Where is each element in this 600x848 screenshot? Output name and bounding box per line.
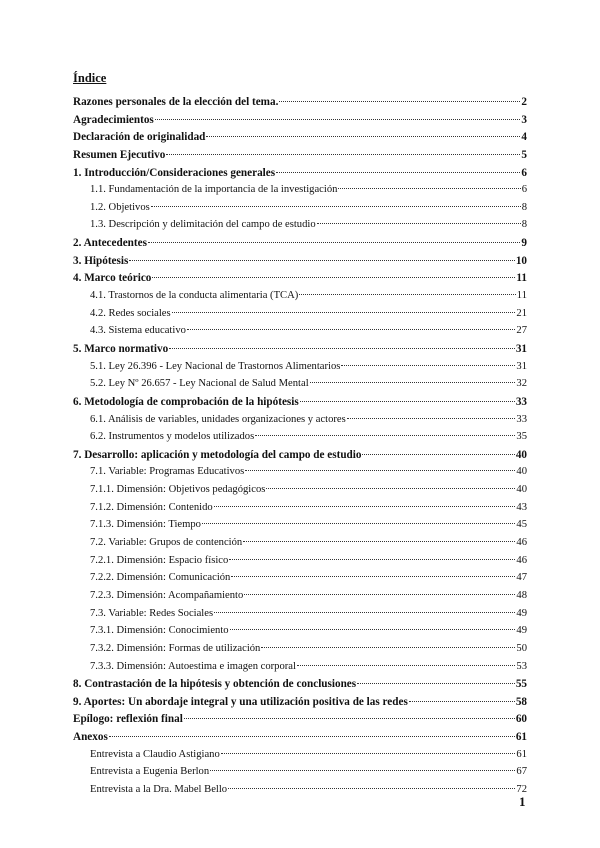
toc-entry-page: 40 (516, 484, 527, 496)
dot-leader (210, 770, 515, 771)
toc-entry-label: 5.2. Ley Nº 26.657 - Ley Nacional de Salud Mental (90, 378, 309, 390)
toc-entry-label: Epílogo: reflexión final (73, 713, 183, 726)
toc-entry[interactable] (73, 272, 527, 290)
toc-entry-page: 8 (521, 201, 527, 213)
dot-leader (255, 435, 515, 436)
dot-leader (151, 206, 521, 207)
dot-leader (279, 101, 520, 102)
table-of-contents (73, 96, 527, 802)
toc-entry-label: 7.1.1. Dimensión: Objetivos pedagógicos (90, 484, 266, 496)
dot-leader (341, 365, 515, 366)
toc-subentry[interactable] (73, 572, 527, 590)
dot-leader (214, 612, 515, 613)
toc-subentry[interactable] (73, 325, 527, 343)
toc-entry[interactable] (73, 131, 527, 149)
dot-leader (166, 154, 520, 155)
dot-leader (297, 665, 515, 666)
toc-entry-label: 6.1. Análisis de variables, unidades organizaciones y actores (90, 413, 346, 425)
toc-entry-page: 43 (516, 501, 527, 513)
toc-entry-label: 2. Antecedentes (73, 237, 147, 250)
toc-entry-page: 60 (515, 713, 527, 726)
toc-entry-label: 1. Introducción/Consideraciones generales (73, 166, 276, 179)
dot-leader (266, 488, 515, 489)
toc-subentry[interactable] (73, 661, 527, 679)
toc-entry-page: 46 (516, 554, 527, 566)
toc-entry-page: 2 (521, 96, 527, 108)
toc-subentry[interactable] (73, 466, 527, 484)
toc-subentry[interactable] (73, 537, 527, 555)
toc-entry[interactable] (73, 343, 527, 361)
dot-leader (152, 277, 515, 278)
dot-leader (148, 242, 520, 243)
toc-entry-label: 1.3. Descripción y delimitación del campo de estudio (90, 219, 316, 231)
toc-entry-page: 49 (516, 625, 527, 637)
toc-entry-label: 6.2. Instrumentos y modelos utilizados (90, 431, 255, 443)
toc-entry-label: 5.1. Ley 26.396 - Ley Nacional de Trastornos Alimentarios (90, 360, 341, 372)
toc-subentry[interactable] (73, 784, 527, 802)
toc-entry-label: 7.1. Variable: Programas Educativos (90, 466, 245, 478)
toc-entry-page: 32 (516, 378, 527, 390)
toc-subentry[interactable] (73, 219, 527, 237)
toc-entry-label: Agradecimientos (73, 113, 154, 126)
toc-entry[interactable] (73, 114, 527, 132)
toc-entry[interactable] (73, 449, 527, 467)
toc-entry[interactable] (73, 396, 527, 414)
toc-entry[interactable] (73, 696, 527, 714)
toc-entry-page: 67 (516, 766, 527, 778)
toc-entry-page: 61 (516, 748, 527, 760)
toc-entry-page: 50 (516, 642, 527, 654)
toc-subentry[interactable] (73, 414, 527, 432)
toc-entry-label: Razones personales de la elección del tema. (73, 96, 279, 108)
toc-entry-page: 33 (515, 395, 527, 408)
dot-leader (184, 718, 515, 719)
toc-entry-label: 4. Marco teórico (73, 272, 152, 285)
toc-entry-label: 4.1. Trastornos de la conducta alimentaria (TCA) (90, 290, 299, 302)
toc-subentry[interactable] (73, 608, 527, 626)
toc-entry-label: 3. Hipótesis (73, 254, 129, 267)
toc-subentry[interactable] (73, 502, 527, 520)
dot-leader (231, 576, 515, 577)
dot-leader (228, 788, 515, 789)
toc-entry-label: 9. Aportes: Un abordaje integral y una utilización positiva de las redes (73, 695, 408, 708)
toc-entry-page: 48 (516, 589, 527, 601)
toc-subentry[interactable] (73, 361, 527, 379)
toc-entry[interactable] (73, 713, 527, 731)
toc-entry-page: 47 (516, 572, 527, 584)
toc-subentry[interactable] (73, 431, 527, 449)
toc-entry-page: 72 (516, 783, 527, 795)
toc-entry-label: Entrevista a Claudio Astigiano (90, 748, 220, 760)
toc-entry-label: 4.2. Redes sociales (90, 307, 171, 319)
dot-leader (338, 188, 520, 189)
dot-leader (409, 701, 515, 702)
toc-entry-label: 7.3.1. Dimensión: Conocimiento (90, 625, 229, 637)
toc-entry-page: 40 (516, 466, 527, 478)
dot-leader (229, 559, 515, 560)
toc-entry-page: 3 (521, 113, 527, 126)
dot-leader (187, 329, 515, 330)
toc-entry-label: 4.3. Sistema educativo (90, 325, 186, 337)
toc-subentry[interactable] (73, 555, 527, 573)
toc-entry-label: 8. Contrastación de la hipótesis y obtención de conclusiones (73, 678, 357, 691)
toc-entry-page: 33 (516, 413, 527, 425)
toc-entry-page: 10 (515, 254, 527, 267)
dot-leader (109, 736, 515, 737)
dot-leader (172, 312, 516, 313)
toc-subentry[interactable] (73, 290, 527, 308)
dot-leader (244, 594, 515, 595)
toc-entry-page: 11 (516, 290, 527, 302)
toc-subentry[interactable] (73, 202, 527, 220)
toc-entry-label: 7.3. Variable: Redes Sociales (90, 607, 214, 619)
toc-entry-page: 11 (516, 272, 527, 285)
dot-leader (357, 683, 515, 684)
toc-entry-label: 7. Desarrollo: aplicación y metodología del campo de estudio (73, 448, 362, 461)
toc-entry-page: 4 (521, 131, 527, 144)
toc-subentry[interactable] (73, 625, 527, 643)
toc-entry[interactable] (73, 167, 527, 185)
toc-entry-label: Entrevista a la Dra. Mabel Bello (90, 783, 228, 795)
toc-entry-label: Resumen Ejecutivo (73, 148, 166, 161)
dot-leader (202, 523, 515, 524)
dot-leader (206, 136, 520, 137)
dot-leader (276, 172, 520, 173)
toc-entry-page: 5 (521, 148, 527, 161)
toc-subentry[interactable] (73, 308, 527, 326)
toc-entry-page: 21 (516, 307, 527, 319)
toc-entry-page: 6 (521, 184, 527, 196)
toc-entry-page: 9 (521, 237, 527, 250)
toc-entry-label: 7.2.3. Dimensión: Acompañamiento (90, 589, 244, 601)
toc-entry-page: 53 (516, 660, 527, 672)
toc-entry-label: 7.3.2. Dimensión: Formas de utilización (90, 642, 261, 654)
toc-subentry[interactable] (73, 766, 527, 784)
dot-leader (155, 119, 521, 120)
toc-entry-page: 49 (516, 607, 527, 619)
toc-entry-page: 55 (515, 678, 527, 691)
toc-entry-label: 1.1. Fundamentación de la importancia de la investigación (90, 184, 338, 196)
dot-leader (362, 454, 514, 455)
toc-subentry[interactable] (73, 590, 527, 608)
dot-leader (169, 348, 515, 349)
toc-entry-page: 31 (516, 360, 527, 372)
toc-subentry[interactable] (73, 378, 527, 396)
dot-leader (243, 541, 515, 542)
dot-leader (310, 382, 516, 383)
dot-leader (245, 470, 515, 471)
toc-entry[interactable] (73, 149, 527, 167)
dot-leader (300, 401, 515, 402)
toc-entry[interactable] (73, 237, 527, 255)
toc-entry-page: 8 (521, 219, 527, 231)
toc-entry-label: Entrevista a Eugenia Berlon (90, 766, 210, 778)
toc-entry-page: 27 (516, 325, 527, 337)
toc-entry-label: 7.1.3. Dimensión: Tiempo (90, 519, 201, 531)
toc-entry-page: 35 (516, 431, 527, 443)
page-number: 1 (519, 794, 526, 809)
dot-leader (221, 753, 516, 754)
toc-subentry[interactable] (73, 749, 527, 767)
toc-entry[interactable] (73, 255, 527, 273)
toc-entry-label: 6. Metodología de comprobación de la hipótesis (73, 395, 299, 408)
dot-leader (347, 418, 516, 419)
toc-entry-page: 31 (515, 342, 527, 355)
toc-entry[interactable] (73, 678, 527, 696)
toc-entry-label: 7.3.3. Dimensión: Autoestima e imagen corporal (90, 660, 296, 672)
toc-entry-label: Anexos (73, 731, 108, 744)
toc-entry-page: 61 (515, 731, 527, 744)
toc-entry-page: 40 (515, 448, 527, 461)
dot-leader (261, 647, 515, 648)
dot-leader (299, 294, 516, 295)
dot-leader (317, 223, 521, 224)
dot-leader (214, 506, 516, 507)
toc-entry-label: 7.1.2. Dimensión: Contenido (90, 501, 213, 513)
toc-entry-label: 7.2. Variable: Grupos de contención (90, 537, 243, 549)
toc-entry-label: Declaración de originalidad (73, 131, 206, 144)
page-title: Índice (73, 71, 107, 85)
toc-entry[interactable] (73, 96, 527, 114)
toc-subentry[interactable] (73, 643, 527, 661)
toc-entry-page: 45 (516, 519, 527, 531)
toc-entry-label: 1.2. Objetivos (90, 201, 150, 213)
dot-leader (230, 629, 516, 630)
toc-subentry[interactable] (73, 519, 527, 537)
toc-entry-page: 46 (516, 537, 527, 549)
toc-entry-page: 58 (515, 695, 527, 708)
toc-entry-label: 7.2.2. Dimensión: Comunicación (90, 572, 231, 584)
toc-entry-label: 5. Marco normativo (73, 342, 169, 355)
toc-subentry[interactable] (73, 484, 527, 502)
dot-leader (129, 260, 514, 261)
toc-entry-label: 7.2.1. Dimensión: Espacio físico (90, 554, 229, 566)
toc-subentry[interactable] (73, 184, 527, 202)
toc-entry-page: 6 (521, 166, 527, 179)
toc-entry[interactable] (73, 731, 527, 749)
